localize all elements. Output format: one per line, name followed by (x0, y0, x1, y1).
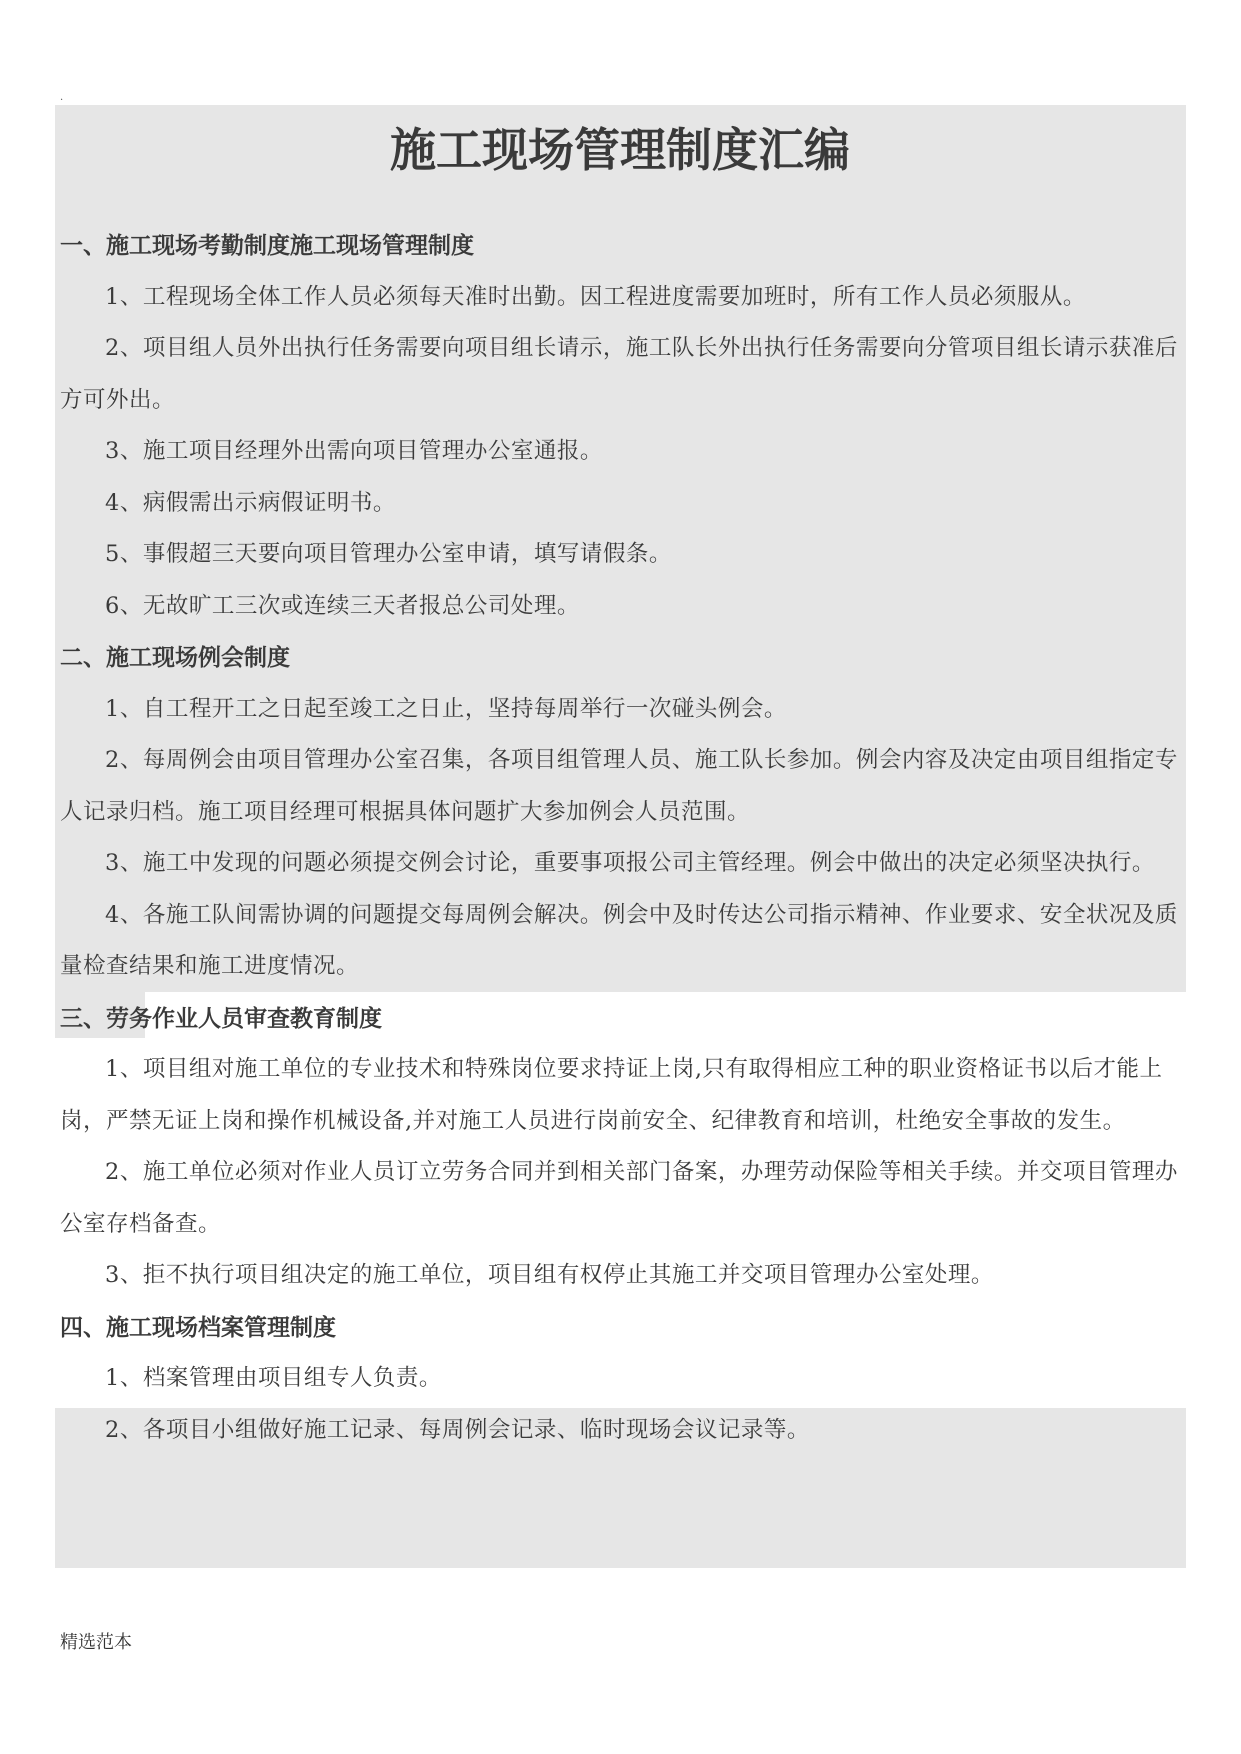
list-item: 2、每周例会由项目管理办公室召集，各项目组管理人员、施工队长参加。例会内容及决定由项目组指定专人记录归档。施工项目经理可根据具体问题扩大参加例会人员范围。 (60, 747, 1178, 825)
section-meeting (60, 632, 1180, 993)
footer-text: 精选范本 (60, 1632, 132, 1653)
list-item: 4、各施工队间需协调的问题提交每周例会解决。例会中及时传达公司指示精神、作业要求、安全状况及质量检查结果和施工进度情况。 (60, 901, 1178, 979)
section-attendance (60, 220, 1180, 632)
list-item: 5、事假超三天要向项目管理办公室申请，填写请假条。 (105, 541, 672, 567)
list-item: 3、施工中发现的问题必须提交例会讨论，重要事项报公司主管经理。例会中做出的决定必须坚决执行。 (105, 850, 1155, 876)
list-item: 1、自工程开工之日起至竣工之日止，坚持每周举行一次碰头例会。 (105, 695, 787, 722)
list-item: 1、档案管理由项目组专人负责。 (105, 1365, 442, 1391)
section-labor-review (60, 993, 1180, 1302)
document-title: 施工现场管理制度汇编 (390, 123, 850, 177)
section-heading: 二、施工现场例会制度 (60, 644, 290, 671)
list-item: 6、无故旷工三次或连续三天者报总公司处理。 (105, 592, 580, 619)
header-dot: . (60, 92, 64, 103)
section-heading: 四、施工现场档案管理制度 (60, 1313, 336, 1341)
list-item: 4、病假需出示病假证明书。 (105, 489, 396, 516)
list-item: 3、施工项目经理外出需向项目管理办公室通报。 (105, 438, 603, 464)
list-item: 2、施工单位必须对作业人员订立劳务合同并到相关部门备案，办理劳动保险等相关手续。并交项目管理办公室存档备查。 (60, 1159, 1178, 1237)
list-item: 2、各项目小组做好施工记录、每周例会记录、临时现场会议记录等。 (105, 1416, 810, 1443)
section-heading: 三、劳务作业人员审查教育制度 (60, 1004, 382, 1032)
section-archive (60, 1302, 1180, 1457)
section-heading: 一、施工现场考勤制度施工现场管理制度 (60, 232, 474, 259)
list-item: 1、项目组对施工单位的专业技术和特殊岗位要求持证上岗,只有取得相应工种的职业资格证书以后才能上岗，严禁无证上岗和操作机械设备,并对施工人员进行岗前安全、纪律教育和培训，杜绝安全事故的发生。 (60, 1056, 1163, 1134)
list-item: 1、工程现场全体工作人员必须每天准时出勤。因工程进度需要加班时，所有工作人员必须服从。 (105, 283, 1086, 310)
list-item: 2、项目组人员外出执行任务需要向项目组长请示，施工队长外出执行任务需要向分管项目组长请示获准后方可外出。 (60, 335, 1178, 413)
list-item: 3、拒不执行项目组决定的施工单位，项目组有权停止其施工并交项目管理办公室处理。 (105, 1262, 994, 1288)
document-body (60, 110, 1180, 1456)
